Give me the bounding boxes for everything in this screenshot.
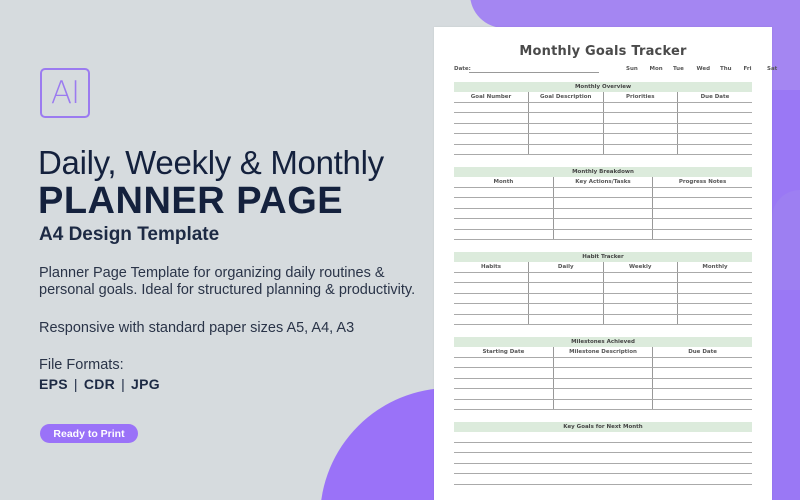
description-line-2: personal goals. Ideal for structured planning & productivity. bbox=[39, 282, 416, 298]
description bbox=[39, 265, 429, 299]
day-wed: Wed bbox=[696, 66, 711, 72]
formats-list bbox=[39, 376, 160, 392]
overview-table bbox=[454, 92, 752, 155]
table-cell[interactable] bbox=[529, 283, 604, 294]
table-cell[interactable] bbox=[454, 187, 553, 198]
table-cell[interactable] bbox=[553, 368, 652, 379]
table-cell[interactable] bbox=[603, 293, 678, 304]
table-cell[interactable] bbox=[454, 198, 553, 209]
table-cell[interactable] bbox=[529, 102, 604, 113]
date-line bbox=[469, 72, 599, 73]
column-header: Due Date bbox=[678, 92, 753, 102]
section-milestones bbox=[454, 337, 752, 410]
column-header: Goal Number bbox=[454, 92, 529, 102]
column-header: Key Actions/Tasks bbox=[553, 177, 652, 187]
table-cell[interactable] bbox=[529, 293, 604, 304]
milestones-table bbox=[454, 347, 752, 410]
table-cell[interactable] bbox=[653, 378, 752, 389]
formats-label: File Formats: bbox=[39, 357, 124, 373]
day-fri: Fri bbox=[743, 66, 752, 72]
table-cell[interactable] bbox=[454, 399, 553, 410]
column-header: Due Date bbox=[653, 347, 752, 357]
column-header: Starting Date bbox=[454, 347, 553, 357]
date-row bbox=[454, 66, 778, 76]
table-cell[interactable] bbox=[529, 144, 604, 155]
table-cell[interactable] bbox=[454, 134, 529, 145]
goal-lines bbox=[454, 432, 752, 485]
table-row bbox=[454, 293, 752, 304]
habit-table bbox=[454, 262, 752, 325]
day-thu: Thu bbox=[720, 66, 732, 72]
section-key-goals bbox=[454, 422, 752, 485]
table-cell[interactable] bbox=[678, 293, 753, 304]
table-cell[interactable] bbox=[653, 198, 752, 209]
table-cell[interactable] bbox=[454, 123, 529, 134]
column-header: Goal Description bbox=[529, 92, 604, 102]
logo-text: AI bbox=[50, 75, 80, 111]
section-monthly-overview bbox=[454, 82, 752, 155]
table-row bbox=[454, 357, 752, 368]
table-cell[interactable] bbox=[553, 198, 652, 209]
table-cell[interactable] bbox=[678, 304, 753, 315]
table-row bbox=[454, 378, 752, 389]
table-cell[interactable] bbox=[454, 219, 553, 230]
writing-line[interactable] bbox=[454, 443, 752, 454]
table-cell[interactable] bbox=[529, 123, 604, 134]
table-cell[interactable] bbox=[678, 272, 753, 283]
table-cell[interactable] bbox=[553, 219, 652, 230]
table-row bbox=[454, 219, 752, 230]
table-cell[interactable] bbox=[553, 357, 652, 368]
table-cell[interactable] bbox=[603, 144, 678, 155]
table-cell[interactable] bbox=[529, 113, 604, 124]
table-cell[interactable] bbox=[454, 314, 529, 325]
table-row bbox=[454, 272, 752, 283]
column-header: Priorities bbox=[603, 92, 678, 102]
day-mon: Mon bbox=[649, 66, 663, 72]
format-eps: EPS bbox=[39, 376, 68, 392]
table-cell[interactable] bbox=[678, 113, 753, 124]
table-cell[interactable] bbox=[603, 304, 678, 315]
table-cell[interactable] bbox=[454, 389, 553, 400]
table-cell[interactable] bbox=[653, 229, 752, 240]
table-cell[interactable] bbox=[529, 304, 604, 315]
table-row bbox=[454, 208, 752, 219]
breakdown-table bbox=[454, 177, 752, 240]
table-cell[interactable] bbox=[553, 378, 652, 389]
table-row bbox=[454, 134, 752, 145]
table-cell[interactable] bbox=[454, 144, 529, 155]
table-row bbox=[454, 389, 752, 400]
table-cell[interactable] bbox=[454, 102, 529, 113]
writing-line[interactable] bbox=[454, 474, 752, 485]
table-cell[interactable] bbox=[603, 123, 678, 134]
decorative-shape-top bbox=[470, 0, 800, 28]
table-row bbox=[454, 198, 752, 209]
column-header: Progress Notes bbox=[653, 177, 752, 187]
table-cell[interactable] bbox=[653, 368, 752, 379]
table-cell[interactable] bbox=[454, 293, 529, 304]
table-cell[interactable] bbox=[454, 208, 553, 219]
table-cell[interactable] bbox=[603, 102, 678, 113]
table-cell[interactable] bbox=[454, 113, 529, 124]
decorative-shape-right-mid bbox=[772, 190, 800, 290]
planner-title: Monthly Goals Tracker bbox=[519, 44, 687, 59]
section-header: Milestones Achieved bbox=[454, 337, 752, 347]
table-cell[interactable] bbox=[603, 272, 678, 283]
table-cell[interactable] bbox=[454, 304, 529, 315]
table-row bbox=[454, 368, 752, 379]
table-cell[interactable] bbox=[454, 357, 553, 368]
writing-line[interactable] bbox=[454, 453, 752, 464]
writing-line[interactable] bbox=[454, 432, 752, 443]
table-cell[interactable] bbox=[678, 283, 753, 294]
table-cell[interactable] bbox=[529, 272, 604, 283]
table-cell[interactable] bbox=[678, 144, 753, 155]
table-row bbox=[454, 229, 752, 240]
table-cell[interactable] bbox=[653, 357, 752, 368]
day-tue: Tue bbox=[673, 66, 684, 72]
day-sat: Sat bbox=[767, 66, 778, 72]
table-cell[interactable] bbox=[603, 113, 678, 124]
table-cell[interactable] bbox=[653, 399, 752, 410]
planner-page bbox=[434, 27, 778, 500]
column-header: Month bbox=[454, 177, 553, 187]
table-cell[interactable] bbox=[529, 134, 604, 145]
format-separator: | bbox=[121, 376, 126, 392]
column-header: Milestone Description bbox=[553, 347, 652, 357]
table-cell[interactable] bbox=[603, 134, 678, 145]
table-cell[interactable] bbox=[603, 283, 678, 294]
table-row bbox=[454, 304, 752, 315]
table-row bbox=[454, 187, 752, 198]
table-cell[interactable] bbox=[653, 187, 752, 198]
table-cell[interactable] bbox=[454, 229, 553, 240]
table-row bbox=[454, 399, 752, 410]
table-cell[interactable] bbox=[678, 123, 753, 134]
table-cell[interactable] bbox=[653, 389, 752, 400]
column-header: Daily bbox=[529, 262, 604, 272]
table-cell[interactable] bbox=[678, 102, 753, 113]
weekday-list bbox=[626, 66, 791, 72]
headline: Daily, Weekly & Monthly bbox=[38, 144, 384, 181]
date-label: Date: bbox=[454, 66, 471, 72]
section-habit-tracker bbox=[454, 252, 752, 325]
decorative-shape-right-top bbox=[772, 0, 800, 90]
ready-to-print-button[interactable]: Ready to Print bbox=[40, 424, 138, 443]
subheadline: A4 Design Template bbox=[39, 224, 220, 245]
table-cell[interactable] bbox=[529, 314, 604, 325]
description-line-1: Planner Page Template for organizing daily routines & bbox=[39, 265, 385, 281]
table-cell[interactable] bbox=[553, 208, 652, 219]
section-header: Key Goals for Next Month bbox=[454, 422, 752, 432]
table-row bbox=[454, 314, 752, 325]
column-header: Habits bbox=[454, 262, 529, 272]
table-cell[interactable] bbox=[553, 399, 652, 410]
day-sun: Sun bbox=[626, 66, 638, 72]
table-cell[interactable] bbox=[454, 272, 529, 283]
table-row bbox=[454, 113, 752, 124]
responsive-note: Responsive with standard paper sizes A5, A4, A3 bbox=[39, 320, 355, 336]
section-header: Habit Tracker bbox=[454, 252, 752, 262]
column-header: Monthly bbox=[678, 262, 753, 272]
headline-bold: PLANNER PAGE bbox=[38, 180, 344, 222]
format-cdr: CDR bbox=[83, 376, 116, 392]
table-cell[interactable] bbox=[553, 389, 652, 400]
table-cell[interactable] bbox=[653, 208, 752, 219]
table-cell[interactable] bbox=[678, 314, 753, 325]
format-jpg: JPG bbox=[131, 376, 160, 392]
table-row bbox=[454, 144, 752, 155]
section-header: Monthly Breakdown bbox=[454, 167, 752, 177]
section-monthly-breakdown bbox=[454, 167, 752, 240]
section-header: Monthly Overview bbox=[454, 82, 752, 92]
table-row bbox=[454, 283, 752, 294]
table-cell[interactable] bbox=[553, 187, 652, 198]
writing-line[interactable] bbox=[454, 464, 752, 475]
ai-file-icon bbox=[40, 68, 90, 118]
table-cell[interactable] bbox=[454, 378, 553, 389]
table-cell[interactable] bbox=[678, 134, 753, 145]
table-cell[interactable] bbox=[553, 229, 652, 240]
table-cell[interactable] bbox=[603, 314, 678, 325]
table-cell[interactable] bbox=[653, 219, 752, 230]
table-cell[interactable] bbox=[454, 283, 529, 294]
table-row bbox=[454, 102, 752, 113]
format-separator: | bbox=[73, 376, 78, 392]
column-header: Weekly bbox=[603, 262, 678, 272]
table-row bbox=[454, 123, 752, 134]
table-cell[interactable] bbox=[454, 368, 553, 379]
